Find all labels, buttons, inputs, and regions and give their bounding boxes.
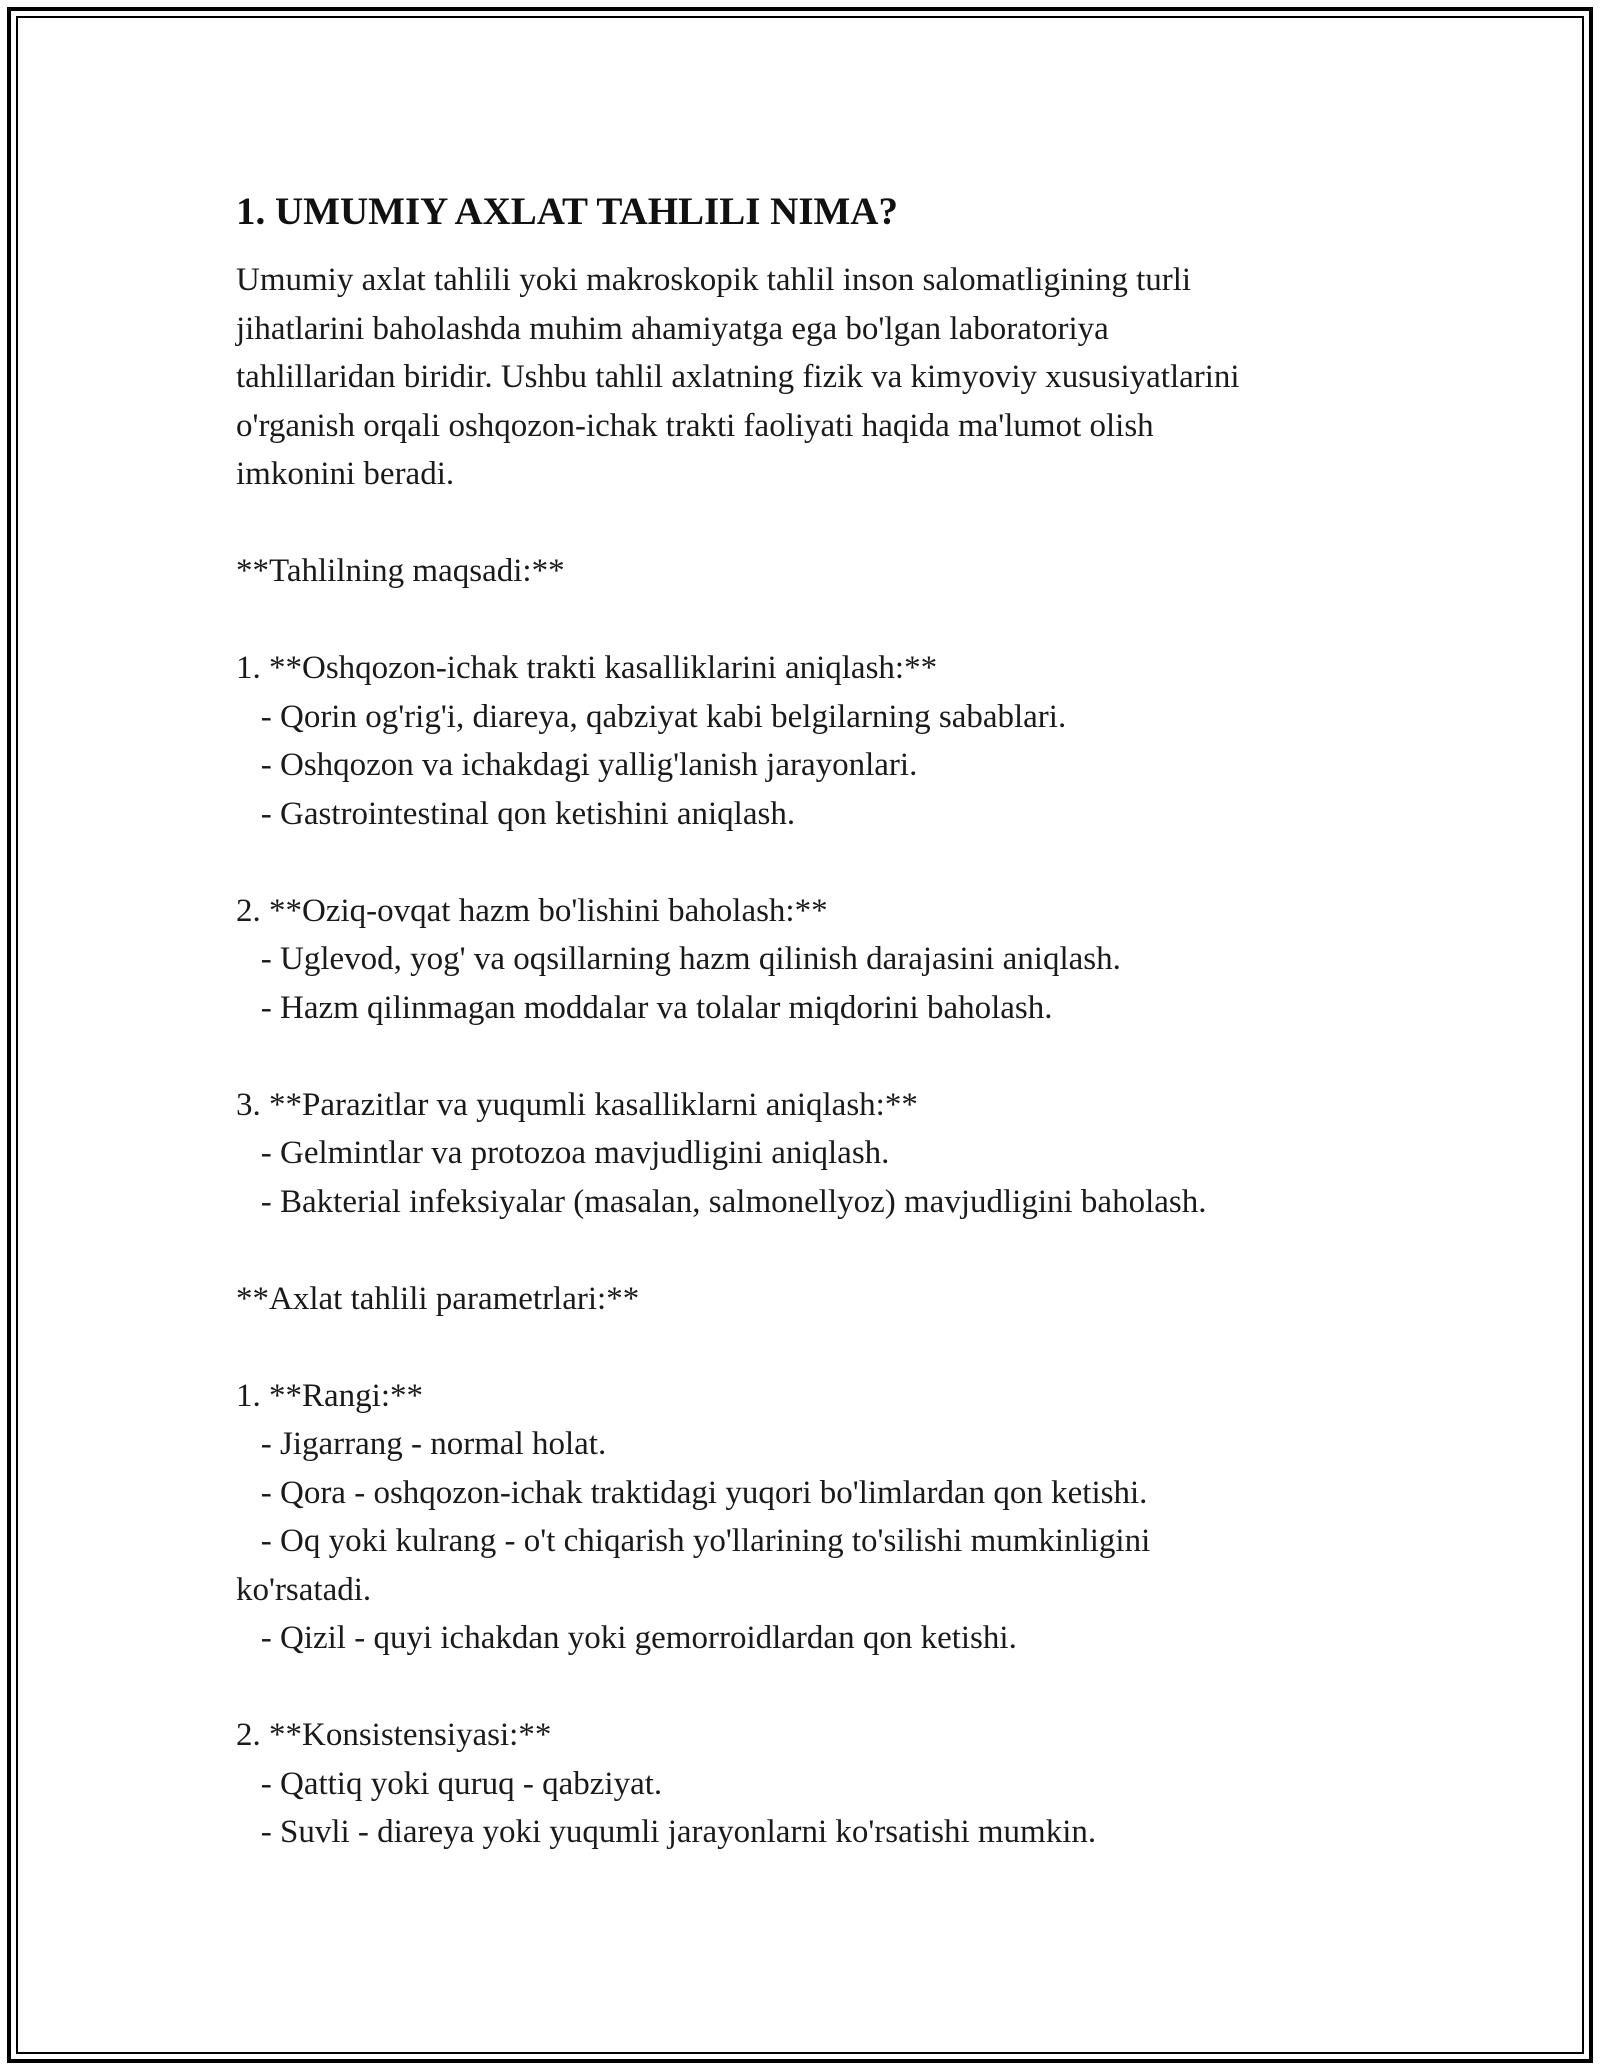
spacer [236,499,1386,548]
spacer [236,1323,1386,1372]
intro-line: imkonini beradi. [236,456,455,492]
list-item: - Oshqozon va ichakdagi yallig'lanish jarayonlari. [236,747,918,783]
list-heading: 1. **Oshqozon-ichak trakti kasalliklarini aniqlash:** [236,650,938,686]
parameter-list-2 [236,1711,1386,1857]
list-heading: 2. **Konsistensiyasi:** [236,1717,552,1753]
list-item: - Gelmintlar va protozoa mavjudligini aniqlash. [236,1135,890,1171]
purpose-list-1 [236,644,1386,838]
purpose-list-2 [236,887,1386,1033]
intro-line: jihatlarini baholashda muhim ahamiyatga ega bo'lgan laboratoriya [236,310,1109,347]
spacer [236,596,1386,645]
list-item: - Suvli - diareya yoki yuqumli jarayonlarni ko'rsatishi mumkin. [236,1814,1097,1850]
list-heading: 2. **Oziq-ovqat hazm bo'lishini baholash:** [236,892,828,929]
intro-line: tahlillaridan biridir. Ushbu tahlil axlatning fizik va kimyoviy xususiyatlarini [236,359,1240,395]
purpose-list-3 [236,1081,1386,1227]
list-item: - Bakterial infeksiyalar (masalan, salmonellyoz) mavjudligini baholash. [236,1183,1207,1220]
list-item: ko'rsatadi. [236,1571,372,1608]
parameter-list-1 [236,1372,1386,1663]
section-heading-parameters: **Axlat tahlili parametrlari:** [236,1280,640,1317]
spacer [236,1032,1386,1081]
list-item: - Oq yoki kulrang - o't chiqarish yo'llarining to'silishi mumkinligini [236,1523,1151,1559]
spacer [236,838,1386,887]
page-title: 1. UMUMIY AXLAT TAHLILI NIMA? [236,190,898,233]
list-item: - Qattiq yoki quruq - qabziyat. [236,1765,663,1802]
list-item: - Uglevod, yog' va oqsillarning hazm qilinish darajasini aniqlash. [236,941,1121,977]
list-heading: 3. **Parazitlar va yuqumli kasalliklarni aniqlash:** [236,1086,918,1123]
list-item: - Hazm qilinmagan moddalar va tolalar miqdorini baholash. [236,989,1053,1026]
spacer [236,1663,1386,1712]
section-heading-purpose: **Tahlilning maqsadi:** [236,553,565,589]
list-item: - Qorin og'rig'i, diareya, qabziyat kabi belgilarning sabablari. [236,698,1067,735]
document-body [236,188,1386,1857]
list-item: - Qizil - quyi ichakdan yoki gemorroidlardan qon ketishi. [236,1620,1017,1656]
list-item: - Gastrointestinal qon ketishini aniqlash. [236,795,796,832]
intro-line: o'rganish orqali oshqozon-ichak trakti faoliyati haqida ma'lumot olish [236,407,1154,444]
spacer [236,1226,1386,1275]
list-item: - Qora - oshqozon-ichak traktidagi yuqori bo'limlardan qon ketishi. [236,1474,1148,1511]
intro-line: Umumiy axlat tahlili yoki makroskopik tahlil inson salomatligining turli [236,262,1192,298]
intro-paragraph [236,256,1386,499]
list-heading: 1. **Rangi:** [236,1377,423,1414]
list-item: - Jigarrang - normal holat. [236,1426,607,1462]
